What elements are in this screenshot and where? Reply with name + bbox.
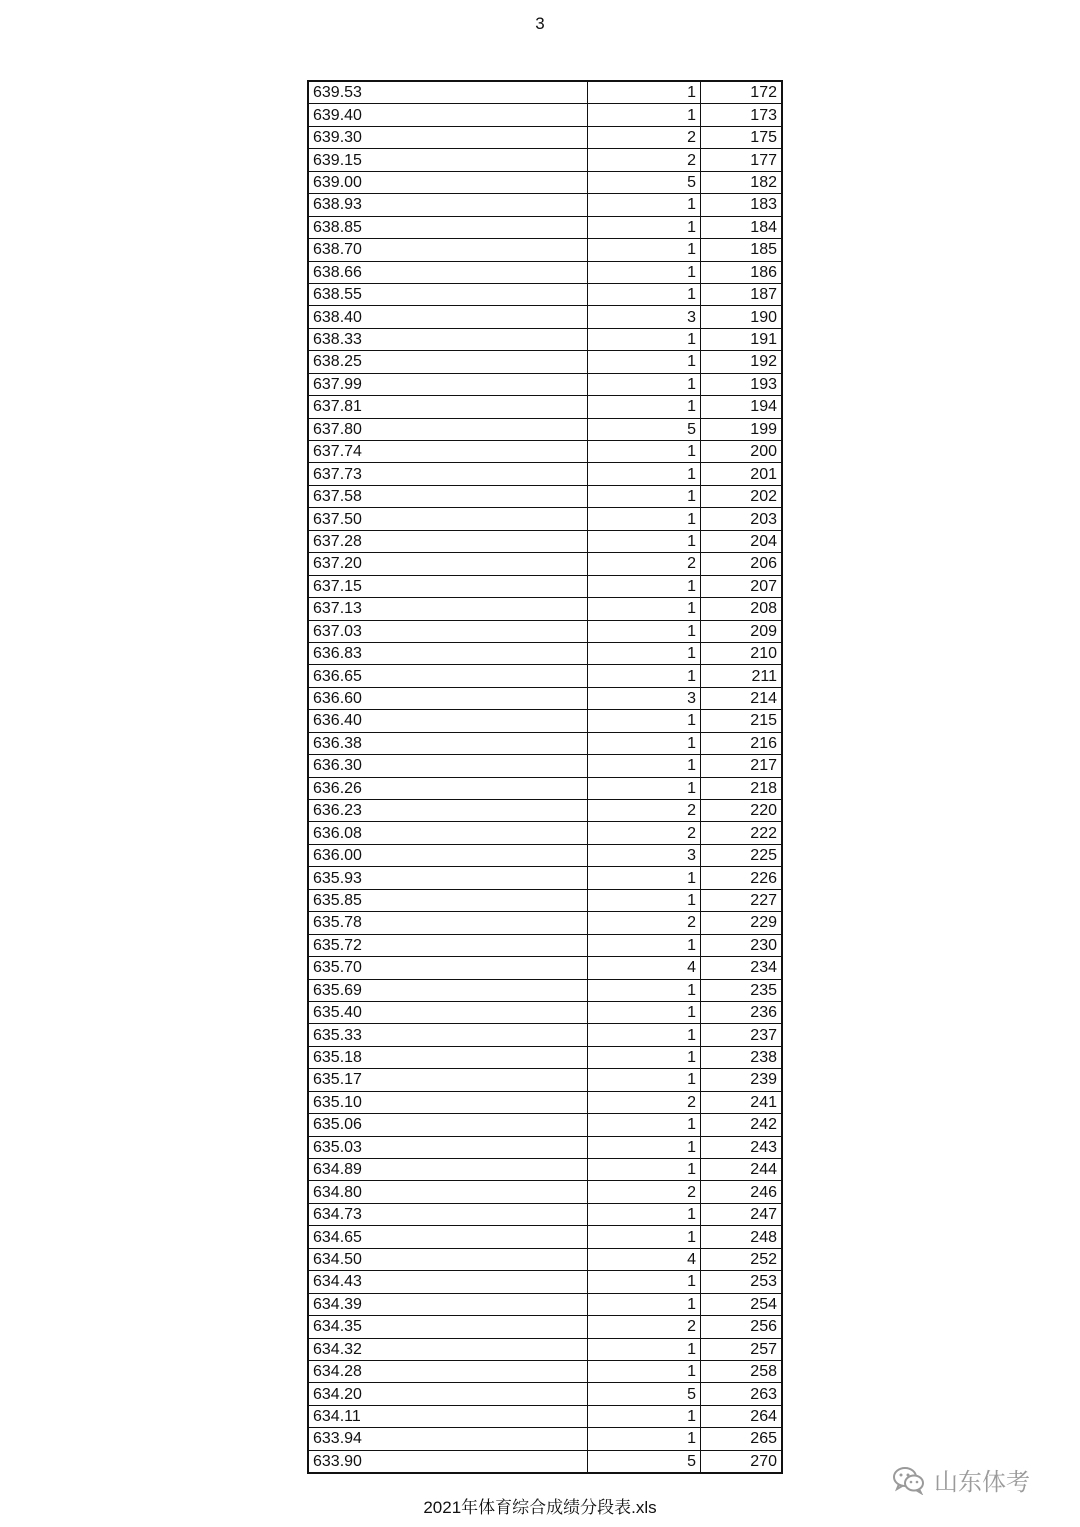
count-cell: 1 bbox=[588, 508, 701, 530]
count-cell: 1 bbox=[588, 934, 701, 956]
score-cell: 635.70 bbox=[308, 957, 588, 979]
count-cell: 1 bbox=[588, 1024, 701, 1046]
count-cell: 1 bbox=[588, 283, 701, 305]
score-cell: 635.03 bbox=[308, 1136, 588, 1158]
count-cell: 1 bbox=[588, 239, 701, 261]
score-cell: 634.73 bbox=[308, 1203, 588, 1225]
cumulative-cell: 215 bbox=[701, 710, 783, 732]
table-row bbox=[308, 373, 782, 395]
score-cell: 639.00 bbox=[308, 171, 588, 193]
score-cell: 638.70 bbox=[308, 239, 588, 261]
wechat-icon bbox=[892, 1465, 926, 1495]
table-row bbox=[308, 239, 782, 261]
score-cell: 636.40 bbox=[308, 710, 588, 732]
count-cell: 1 bbox=[588, 620, 701, 642]
cumulative-cell: 192 bbox=[701, 351, 783, 373]
table-row bbox=[308, 687, 782, 709]
score-cell: 635.17 bbox=[308, 1069, 588, 1091]
score-cell: 635.33 bbox=[308, 1024, 588, 1046]
table-row bbox=[308, 1203, 782, 1225]
table-row bbox=[308, 957, 782, 979]
score-cell: 634.28 bbox=[308, 1360, 588, 1382]
score-cell: 637.15 bbox=[308, 575, 588, 597]
table-row bbox=[308, 485, 782, 507]
table-row bbox=[308, 126, 782, 148]
count-cell: 2 bbox=[588, 553, 701, 575]
table-row bbox=[308, 283, 782, 305]
score-cell: 637.99 bbox=[308, 373, 588, 395]
cumulative-cell: 230 bbox=[701, 934, 783, 956]
table-row bbox=[308, 934, 782, 956]
table-row bbox=[308, 530, 782, 552]
count-cell: 1 bbox=[588, 732, 701, 754]
score-cell: 634.80 bbox=[308, 1181, 588, 1203]
cumulative-cell: 227 bbox=[701, 889, 783, 911]
score-cell: 637.03 bbox=[308, 620, 588, 642]
count-cell: 1 bbox=[588, 755, 701, 777]
table-row bbox=[308, 1069, 782, 1091]
table-row bbox=[308, 1136, 782, 1158]
count-cell: 5 bbox=[588, 1450, 701, 1473]
count-cell: 5 bbox=[588, 1383, 701, 1405]
cumulative-cell: 210 bbox=[701, 642, 783, 664]
table-row bbox=[308, 1316, 782, 1338]
watermark bbox=[892, 1462, 1030, 1497]
table-row bbox=[308, 553, 782, 575]
count-cell: 2 bbox=[588, 912, 701, 934]
cumulative-cell: 183 bbox=[701, 194, 783, 216]
table-row bbox=[308, 351, 782, 373]
table-row bbox=[308, 441, 782, 463]
count-cell: 1 bbox=[588, 867, 701, 889]
count-cell: 1 bbox=[588, 463, 701, 485]
cumulative-cell: 242 bbox=[701, 1114, 783, 1136]
table-row bbox=[308, 665, 782, 687]
score-cell: 635.72 bbox=[308, 934, 588, 956]
score-cell: 639.53 bbox=[308, 81, 588, 104]
cumulative-cell: 199 bbox=[701, 418, 783, 440]
score-cell: 636.60 bbox=[308, 687, 588, 709]
cumulative-cell: 256 bbox=[701, 1316, 783, 1338]
table-row bbox=[308, 979, 782, 1001]
cumulative-cell: 185 bbox=[701, 239, 783, 261]
table-row bbox=[308, 396, 782, 418]
score-cell: 634.39 bbox=[308, 1293, 588, 1315]
table-row bbox=[308, 575, 782, 597]
score-cell: 638.40 bbox=[308, 306, 588, 328]
count-cell: 1 bbox=[588, 665, 701, 687]
table-row bbox=[308, 777, 782, 799]
cumulative-cell: 247 bbox=[701, 1203, 783, 1225]
count-cell: 1 bbox=[588, 485, 701, 507]
count-cell: 1 bbox=[588, 1203, 701, 1225]
table-row bbox=[308, 104, 782, 126]
count-cell: 1 bbox=[588, 1001, 701, 1023]
cumulative-cell: 225 bbox=[701, 844, 783, 866]
cumulative-cell: 200 bbox=[701, 441, 783, 463]
cumulative-cell: 238 bbox=[701, 1046, 783, 1068]
table-row bbox=[308, 598, 782, 620]
count-cell: 3 bbox=[588, 306, 701, 328]
score-cell: 634.89 bbox=[308, 1159, 588, 1181]
cumulative-cell: 229 bbox=[701, 912, 783, 934]
score-cell: 634.11 bbox=[308, 1405, 588, 1427]
cumulative-cell: 201 bbox=[701, 463, 783, 485]
table-row bbox=[308, 1226, 782, 1248]
cumulative-cell: 208 bbox=[701, 598, 783, 620]
file-name-footer: 2021年体育综合成绩分段表.xls bbox=[423, 1498, 657, 1517]
count-cell: 2 bbox=[588, 1091, 701, 1113]
table-row bbox=[308, 867, 782, 889]
score-cell: 637.81 bbox=[308, 396, 588, 418]
cumulative-cell: 204 bbox=[701, 530, 783, 552]
score-cell: 637.20 bbox=[308, 553, 588, 575]
table-row bbox=[308, 306, 782, 328]
cumulative-cell: 258 bbox=[701, 1360, 783, 1382]
cumulative-cell: 252 bbox=[701, 1248, 783, 1270]
score-cell: 637.80 bbox=[308, 418, 588, 440]
cumulative-cell: 246 bbox=[701, 1181, 783, 1203]
cumulative-cell: 257 bbox=[701, 1338, 783, 1360]
score-cell: 635.10 bbox=[308, 1091, 588, 1113]
score-cell: 639.40 bbox=[308, 104, 588, 126]
score-cell: 638.25 bbox=[308, 351, 588, 373]
cumulative-cell: 254 bbox=[701, 1293, 783, 1315]
score-cell: 638.66 bbox=[308, 261, 588, 283]
score-cell: 638.33 bbox=[308, 328, 588, 350]
count-cell: 1 bbox=[588, 530, 701, 552]
table-row bbox=[308, 912, 782, 934]
score-cell: 635.69 bbox=[308, 979, 588, 1001]
cumulative-cell: 173 bbox=[701, 104, 783, 126]
count-cell: 1 bbox=[588, 1136, 701, 1158]
page-number: 3 bbox=[535, 14, 545, 33]
cumulative-cell: 206 bbox=[701, 553, 783, 575]
table-row bbox=[308, 1248, 782, 1270]
cumulative-cell: 203 bbox=[701, 508, 783, 530]
score-cell: 637.58 bbox=[308, 485, 588, 507]
score-cell: 638.55 bbox=[308, 283, 588, 305]
score-cell: 635.06 bbox=[308, 1114, 588, 1136]
cumulative-cell: 194 bbox=[701, 396, 783, 418]
cumulative-cell: 239 bbox=[701, 1069, 783, 1091]
cumulative-cell: 175 bbox=[701, 126, 783, 148]
cumulative-cell: 265 bbox=[701, 1428, 783, 1450]
cumulative-cell: 202 bbox=[701, 485, 783, 507]
score-cell: 635.78 bbox=[308, 912, 588, 934]
count-cell: 1 bbox=[588, 1405, 701, 1427]
table-row bbox=[308, 261, 782, 283]
cumulative-cell: 270 bbox=[701, 1450, 783, 1473]
table-body bbox=[308, 81, 782, 1473]
table-row bbox=[308, 1046, 782, 1068]
table-row bbox=[308, 1405, 782, 1427]
score-cell: 634.35 bbox=[308, 1316, 588, 1338]
score-cell: 639.15 bbox=[308, 149, 588, 171]
count-cell: 1 bbox=[588, 328, 701, 350]
cumulative-cell: 253 bbox=[701, 1271, 783, 1293]
score-cell: 637.74 bbox=[308, 441, 588, 463]
table-row bbox=[308, 755, 782, 777]
count-cell: 4 bbox=[588, 1248, 701, 1270]
table-row bbox=[308, 418, 782, 440]
score-cell: 633.90 bbox=[308, 1450, 588, 1473]
count-cell: 3 bbox=[588, 687, 701, 709]
cumulative-cell: 207 bbox=[701, 575, 783, 597]
table-row bbox=[308, 732, 782, 754]
count-cell: 1 bbox=[588, 396, 701, 418]
cumulative-cell: 264 bbox=[701, 1405, 783, 1427]
score-cell: 634.50 bbox=[308, 1248, 588, 1270]
score-cell: 634.32 bbox=[308, 1338, 588, 1360]
table-row bbox=[308, 1024, 782, 1046]
score-cell: 634.20 bbox=[308, 1383, 588, 1405]
score-cell: 638.85 bbox=[308, 216, 588, 238]
count-cell: 3 bbox=[588, 844, 701, 866]
count-cell: 1 bbox=[588, 261, 701, 283]
score-cell: 633.94 bbox=[308, 1428, 588, 1450]
table-row bbox=[308, 194, 782, 216]
score-cell: 636.08 bbox=[308, 822, 588, 844]
table-row bbox=[308, 642, 782, 664]
count-cell: 1 bbox=[588, 1226, 701, 1248]
count-cell: 2 bbox=[588, 1181, 701, 1203]
count-cell: 1 bbox=[588, 81, 701, 104]
cumulative-cell: 191 bbox=[701, 328, 783, 350]
score-cell: 636.83 bbox=[308, 642, 588, 664]
count-cell: 1 bbox=[588, 1159, 701, 1181]
cumulative-cell: 235 bbox=[701, 979, 783, 1001]
table-row bbox=[308, 1338, 782, 1360]
table-row bbox=[308, 1360, 782, 1382]
count-cell: 1 bbox=[588, 441, 701, 463]
count-cell: 1 bbox=[588, 104, 701, 126]
score-cell: 636.26 bbox=[308, 777, 588, 799]
table-row bbox=[308, 1450, 782, 1473]
count-cell: 1 bbox=[588, 979, 701, 1001]
cumulative-cell: 226 bbox=[701, 867, 783, 889]
score-cell: 639.30 bbox=[308, 126, 588, 148]
count-cell: 1 bbox=[588, 216, 701, 238]
count-cell: 1 bbox=[588, 373, 701, 395]
score-cell: 637.13 bbox=[308, 598, 588, 620]
count-cell: 4 bbox=[588, 957, 701, 979]
count-cell: 5 bbox=[588, 171, 701, 193]
cumulative-cell: 216 bbox=[701, 732, 783, 754]
count-cell: 1 bbox=[588, 710, 701, 732]
count-cell: 1 bbox=[588, 1293, 701, 1315]
table-row bbox=[308, 1181, 782, 1203]
cumulative-cell: 186 bbox=[701, 261, 783, 283]
cumulative-cell: 187 bbox=[701, 283, 783, 305]
count-cell: 5 bbox=[588, 418, 701, 440]
count-cell: 2 bbox=[588, 822, 701, 844]
cumulative-cell: 237 bbox=[701, 1024, 783, 1046]
cumulative-cell: 241 bbox=[701, 1091, 783, 1113]
count-cell: 1 bbox=[588, 598, 701, 620]
score-cell: 635.40 bbox=[308, 1001, 588, 1023]
count-cell: 1 bbox=[588, 1046, 701, 1068]
cumulative-cell: 214 bbox=[701, 687, 783, 709]
score-cell: 636.23 bbox=[308, 800, 588, 822]
count-cell: 2 bbox=[588, 149, 701, 171]
table-row bbox=[308, 1114, 782, 1136]
count-cell: 1 bbox=[588, 194, 701, 216]
count-cell: 2 bbox=[588, 1316, 701, 1338]
score-distribution-table bbox=[307, 80, 783, 1474]
count-cell: 1 bbox=[588, 642, 701, 664]
score-cell: 637.50 bbox=[308, 508, 588, 530]
score-cell: 636.65 bbox=[308, 665, 588, 687]
cumulative-cell: 248 bbox=[701, 1226, 783, 1248]
count-cell: 1 bbox=[588, 1271, 701, 1293]
count-cell: 1 bbox=[588, 1338, 701, 1360]
table-row bbox=[308, 328, 782, 350]
cumulative-cell: 222 bbox=[701, 822, 783, 844]
count-cell: 1 bbox=[588, 1360, 701, 1382]
cumulative-cell: 172 bbox=[701, 81, 783, 104]
cumulative-cell: 220 bbox=[701, 800, 783, 822]
cumulative-cell: 209 bbox=[701, 620, 783, 642]
table-row bbox=[308, 1383, 782, 1405]
table-row bbox=[308, 710, 782, 732]
count-cell: 1 bbox=[588, 575, 701, 597]
score-cell: 635.85 bbox=[308, 889, 588, 911]
cumulative-cell: 217 bbox=[701, 755, 783, 777]
table-row bbox=[308, 1271, 782, 1293]
score-cell: 634.43 bbox=[308, 1271, 588, 1293]
table-row bbox=[308, 620, 782, 642]
table-row bbox=[308, 1293, 782, 1315]
score-cell: 637.28 bbox=[308, 530, 588, 552]
cumulative-cell: 234 bbox=[701, 957, 783, 979]
count-cell: 2 bbox=[588, 126, 701, 148]
watermark-text: 山东体考 bbox=[934, 1469, 1030, 1496]
score-cell: 635.93 bbox=[308, 867, 588, 889]
score-cell: 634.65 bbox=[308, 1226, 588, 1248]
table-row bbox=[308, 1001, 782, 1023]
cumulative-cell: 236 bbox=[701, 1001, 783, 1023]
table-row bbox=[308, 1159, 782, 1181]
cumulative-cell: 177 bbox=[701, 149, 783, 171]
count-cell: 1 bbox=[588, 889, 701, 911]
table-row bbox=[308, 149, 782, 171]
table-row bbox=[308, 822, 782, 844]
table-row bbox=[308, 1091, 782, 1113]
table-row bbox=[308, 216, 782, 238]
count-cell: 1 bbox=[588, 1114, 701, 1136]
score-cell: 635.18 bbox=[308, 1046, 588, 1068]
cumulative-cell: 211 bbox=[701, 665, 783, 687]
count-cell: 2 bbox=[588, 800, 701, 822]
count-cell: 1 bbox=[588, 351, 701, 373]
cumulative-cell: 190 bbox=[701, 306, 783, 328]
score-cell: 638.93 bbox=[308, 194, 588, 216]
count-cell: 1 bbox=[588, 1428, 701, 1450]
cumulative-cell: 182 bbox=[701, 171, 783, 193]
cumulative-cell: 218 bbox=[701, 777, 783, 799]
count-cell: 1 bbox=[588, 1069, 701, 1091]
table-row bbox=[308, 463, 782, 485]
table-row bbox=[308, 889, 782, 911]
score-cell: 636.00 bbox=[308, 844, 588, 866]
table-row bbox=[308, 171, 782, 193]
score-cell: 636.30 bbox=[308, 755, 588, 777]
table-row bbox=[308, 844, 782, 866]
cumulative-cell: 243 bbox=[701, 1136, 783, 1158]
table-row bbox=[308, 508, 782, 530]
cumulative-cell: 244 bbox=[701, 1159, 783, 1181]
count-cell: 1 bbox=[588, 777, 701, 799]
cumulative-cell: 184 bbox=[701, 216, 783, 238]
table-row bbox=[308, 800, 782, 822]
table-row bbox=[308, 1428, 782, 1450]
table-row bbox=[308, 81, 782, 104]
cumulative-cell: 263 bbox=[701, 1383, 783, 1405]
cumulative-cell: 193 bbox=[701, 373, 783, 395]
score-cell: 636.38 bbox=[308, 732, 588, 754]
score-cell: 637.73 bbox=[308, 463, 588, 485]
